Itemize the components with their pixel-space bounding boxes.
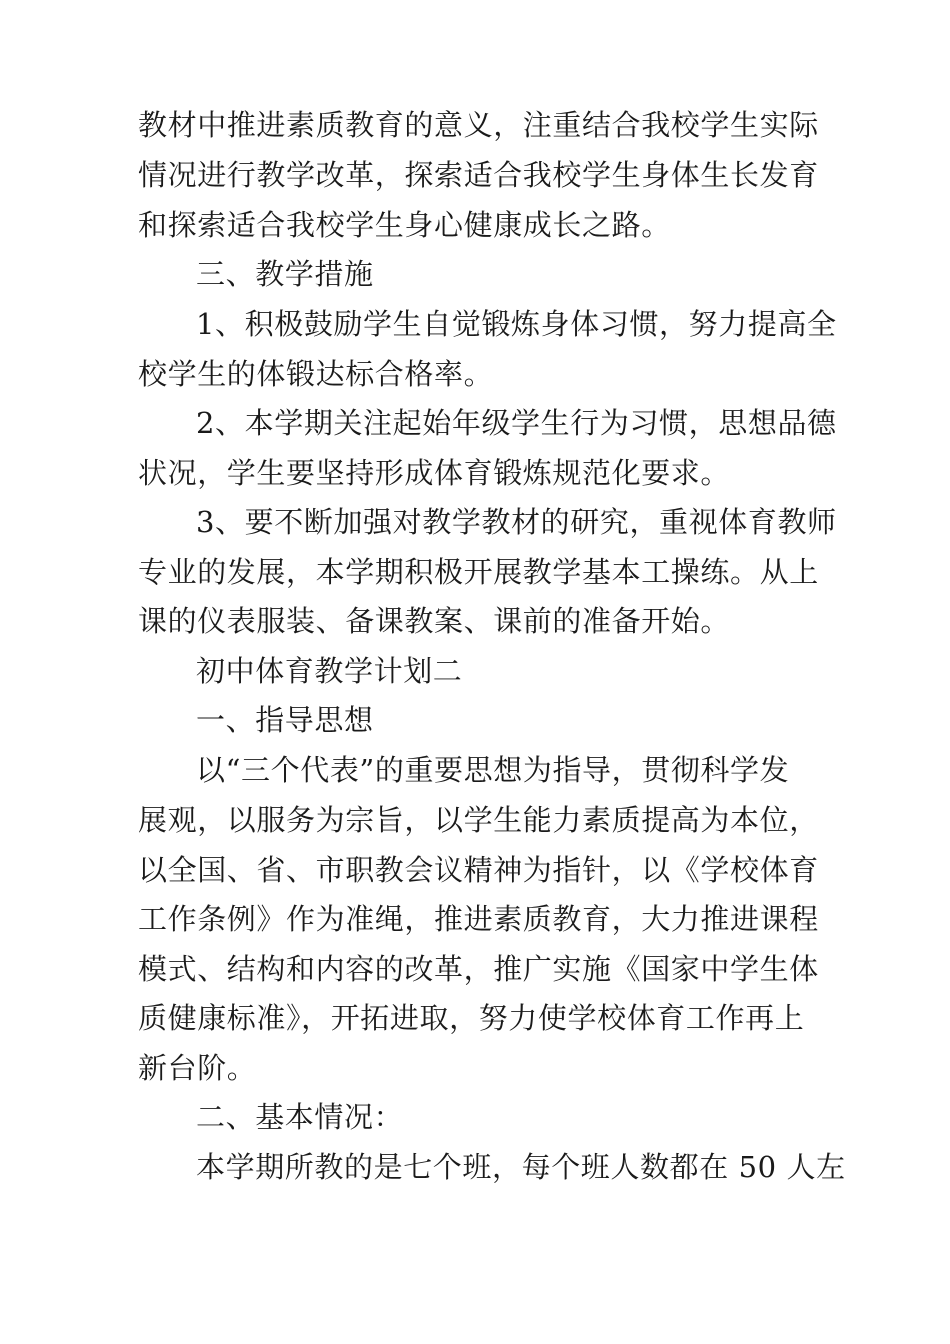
paragraph-line: 专业的发展，本学期积极开展教学基本工操练。从上 [138, 555, 819, 589]
document-subtitle: 初中体育教学计划二 [196, 654, 463, 688]
paragraph-line: 模式、结构和内容的改革，推广实施《国家中学生体 [138, 952, 819, 986]
paragraph-line: 状况，学生要坚持形成体育锻炼规范化要求。 [138, 456, 731, 490]
section-heading: 三、教学措施 [196, 257, 374, 291]
paragraph-line: 质健康标准》，开拓进取，努力使学校体育工作再上 [138, 1001, 805, 1035]
paragraph-line: 课的仪表服装、备课教案、课前的准备开始。 [138, 604, 731, 638]
paragraph-line: 本学期所教的是七个班，每个班人数都在 50 人左 [196, 1150, 846, 1184]
paragraph-line: 1、积极鼓励学生自觉锻炼身体习惯，努力提高全 [196, 307, 837, 341]
paragraph-line: 3、要不断加强对教学教材的研究，重视体育教师 [196, 505, 837, 539]
paragraph-line: 校学生的体锻达标合格率。 [138, 357, 494, 391]
paragraph-line: 展观，以服务为宗旨，以学生能力素质提高为本位， [138, 803, 819, 837]
paragraph-line: 教材中推进素质教育的意义，注重结合我校学生实际 [138, 108, 819, 142]
paragraph-line: 工作条例》作为准绳，推进素质教育，大力推进课程 [138, 902, 819, 936]
section-heading: 二、基本情况： [196, 1100, 404, 1134]
paragraph-line: 以全国、省、市职教会议精神为指针，以《学校体育 [138, 853, 819, 887]
paragraph-line: 情况进行教学改革，探索适合我校学生身体生长发育 [138, 158, 819, 192]
paragraph-line: 和探索适合我校学生身心健康成长之路。 [138, 208, 671, 242]
paragraph-line: 以“三个代表”的重要思想为指导，贯彻科学发 [196, 753, 790, 787]
paragraph-line: 2、本学期关注起始年级学生行为习惯，思想品德 [196, 406, 837, 440]
paragraph-line: 新台阶。 [138, 1051, 257, 1085]
section-heading: 一、指导思想 [196, 703, 374, 737]
